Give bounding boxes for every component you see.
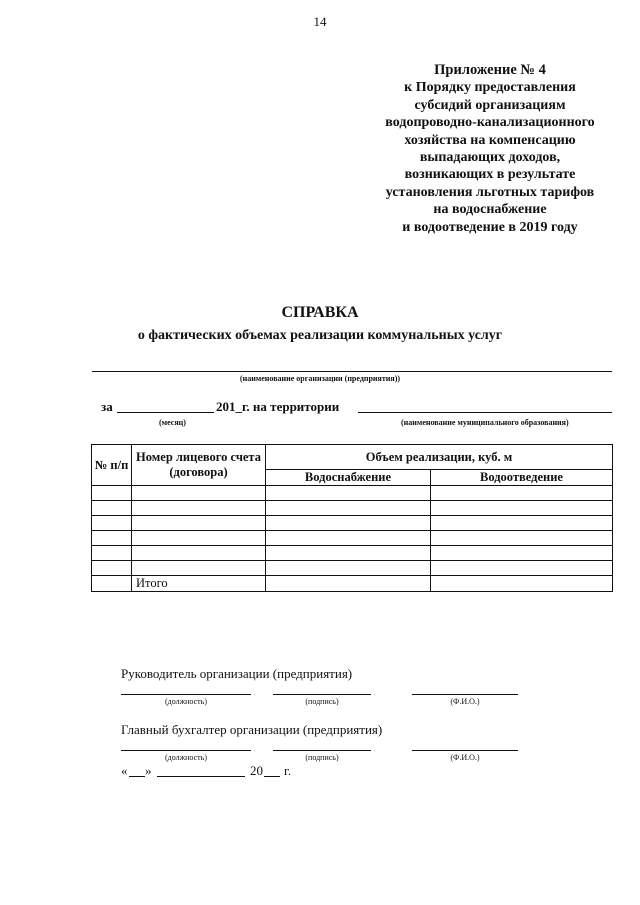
org-name-caption: (наименование организации (предприятия))	[239, 374, 401, 383]
appendix-line: хозяйства на компенсацию	[404, 132, 576, 148]
table-row	[92, 546, 613, 561]
head-fio-caption: (Ф.И.О.)	[450, 697, 480, 706]
municipality-line	[358, 412, 612, 413]
table-row	[92, 531, 613, 546]
header-water-supply: Водоснабжение	[266, 470, 431, 486]
table-row	[92, 516, 613, 531]
date-year-suffix: г.	[284, 763, 292, 778]
appendix-line: возникающих в результате	[404, 167, 576, 183]
date-open-quote: «	[121, 763, 128, 778]
org-name-line	[92, 371, 612, 372]
head-fio-line	[412, 694, 518, 695]
month-line	[117, 412, 214, 413]
date-year-prefix: 20	[250, 763, 263, 778]
month-caption: (месяц)	[159, 418, 186, 427]
municipality-caption: (наименование муниципального образования)	[401, 418, 569, 427]
appendix-line: субсидий организациям	[414, 97, 566, 113]
document-subtitle: о фактических объемах реализации коммунальных услуг	[137, 328, 503, 343]
accountant-position-caption: (должность)	[165, 753, 207, 762]
appendix-line: и водоотведение в 2019 году	[402, 219, 578, 235]
appendix-line: выпадающих доходов,	[419, 150, 561, 166]
head-position-line	[121, 694, 251, 695]
header-water-disposal: Водоотведение	[431, 470, 613, 486]
date-day-line	[129, 776, 145, 777]
appendix-heading	[340, 62, 640, 236]
header-number: № п/п	[92, 445, 132, 486]
appendix-line: Приложение № 4	[434, 62, 546, 78]
period-za-label: за	[101, 399, 113, 414]
accountant-signature-caption: (подпись)	[305, 753, 339, 762]
table-total-row	[92, 576, 613, 592]
page-number: 14	[313, 14, 327, 29]
table-row	[92, 486, 613, 501]
head-signature-caption: (подпись)	[305, 697, 339, 706]
accountant-title: Главный бухгалтер организации (предприятия)	[121, 722, 383, 737]
head-position-caption: (должность)	[165, 697, 207, 706]
appendix-line: водопроводно-канализационного	[385, 115, 595, 131]
header-account: Номер лицевого счета (договора)	[132, 445, 266, 486]
accountant-fio-line	[412, 750, 518, 751]
period-year-label: 201_г. на территории	[216, 399, 340, 414]
volumes-table	[91, 444, 613, 592]
accountant-position-line	[121, 750, 251, 751]
total-label: Итого	[132, 576, 266, 592]
header-volume: Объем реализации, куб. м	[266, 445, 613, 470]
accountant-fio-caption: (Ф.И.О.)	[450, 753, 480, 762]
date-close-quote: »	[145, 763, 152, 778]
appendix-line: на водоснабжение	[433, 202, 547, 218]
date-month-line	[157, 776, 245, 777]
date-year-line	[264, 776, 280, 777]
table-row	[92, 561, 613, 576]
appendix-line: установления льготных тарифов	[385, 184, 595, 200]
head-title: Руководитель организации (предприятия)	[121, 666, 353, 681]
accountant-signature-line	[273, 750, 371, 751]
document-title: СПРАВКА	[281, 304, 359, 321]
head-signature-line	[273, 694, 371, 695]
appendix-line: к Порядку предоставления	[404, 80, 576, 96]
table-row	[92, 501, 613, 516]
